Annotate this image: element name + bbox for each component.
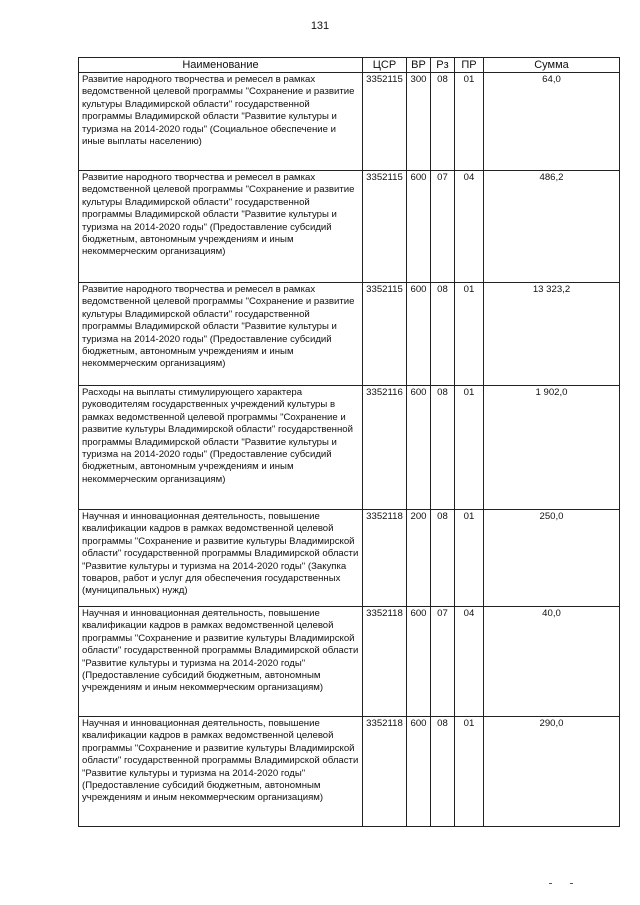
row-sum: 290,0 xyxy=(484,717,620,827)
row-rz: 08 xyxy=(431,717,455,827)
budget-table xyxy=(78,57,620,827)
row-sum: 40,0 xyxy=(484,607,620,717)
row-name: Научная и инновационная деятельность, повышение квалификации кадров в рамках ведомственной целевой программы "Сохранение и развитие культуры Владимирской области" государственной программы Владимирской области "Развитие культуры и туризма на 2014-2020 годы" (Предоставление субсидий бюджетным, автономным учреждениям и иным некоммерческим организациям) xyxy=(79,607,363,717)
scan-speck xyxy=(549,883,552,884)
row-name: Развитие народного творчества и ремесел в рамках ведомственной целевой программы "Сохранение и развитие культуры Владимирской области" государственной программы Владимирской области "Развитие культуры и туризма на 2014-2020 годы" (Предоставление субсидий бюджетным, автономным учреждениям и иным некоммерческим организациям) xyxy=(79,171,363,283)
row-name: Научная и инновационная деятельность, повышение квалификации кадров в рамках ведомственной целевой программы "Сохранение и развитие культуры Владимирской области" государственной программы Владимирской области "Развитие культуры и туризма на 2014-2020 годы" (Закупка товаров, работ и услуг для обеспечения государственных (муниципальных) нужд) xyxy=(79,510,363,607)
header-name: Наименование xyxy=(79,58,363,73)
header-vr: ВР xyxy=(407,58,431,73)
table-row xyxy=(79,510,620,607)
row-pr: 01 xyxy=(455,717,484,827)
row-pr: 04 xyxy=(455,171,484,283)
row-sum: 64,0 xyxy=(484,73,620,171)
row-csr: 3352115 xyxy=(363,73,407,171)
table-row xyxy=(79,73,620,171)
scan-speck xyxy=(570,883,573,884)
header-rz: Рз xyxy=(431,58,455,73)
row-vr: 600 xyxy=(407,386,431,510)
row-sum: 250,0 xyxy=(484,510,620,607)
row-name: Научная и инновационная деятельность, повышение квалификации кадров в рамках ведомственной целевой программы "Сохранение и развитие культуры Владимирской области" государственной программы Владимирской области "Развитие культуры и туризма на 2014-2020 годы" (Предоставление субсидий бюджетным, автономным учреждениям и иным некоммерческим организациям) xyxy=(79,717,363,827)
row-rz: 07 xyxy=(431,171,455,283)
row-name: Развитие народного творчества и ремесел в рамках ведомственной целевой программы "Сохранение и развитие культуры Владимирской области" государственной программы Владимирской области "Развитие культуры и туризма на 2014-2020 годы" (Предоставление субсидий бюджетным, автономным учреждениям и иным некоммерческим организациям) xyxy=(79,283,363,386)
page-number: 131 xyxy=(310,20,330,32)
row-pr: 01 xyxy=(455,283,484,386)
row-rz: 08 xyxy=(431,73,455,171)
row-vr: 600 xyxy=(407,171,431,283)
row-vr: 600 xyxy=(407,717,431,827)
row-pr: 01 xyxy=(455,510,484,607)
row-name: Расходы на выплаты стимулирующего характера руководителям государственных учреждений культуры в рамках ведомственной целевой программы "Сохранение и развитие культуры Владимирской области" государственной программы Владимирской области "Развитие культуры и туризма на 2014-2020 годы" (Предоставление субсидий бюджетным, автономным учреждениям и иным некоммерческим организациям) xyxy=(79,386,363,510)
header-sum: Сумма xyxy=(484,58,620,73)
row-csr: 3352118 xyxy=(363,717,407,827)
row-rz: 08 xyxy=(431,283,455,386)
row-csr: 3352115 xyxy=(363,171,407,283)
row-csr: 3352115 xyxy=(363,283,407,386)
header-csr: ЦСР xyxy=(363,58,407,73)
table-row xyxy=(79,386,620,510)
table-row xyxy=(79,283,620,386)
table-row xyxy=(79,717,620,827)
row-vr: 600 xyxy=(407,607,431,717)
row-csr: 3352116 xyxy=(363,386,407,510)
header-pr: ПР xyxy=(455,58,484,73)
row-pr: 01 xyxy=(455,73,484,171)
row-vr: 600 xyxy=(407,283,431,386)
row-pr: 04 xyxy=(455,607,484,717)
row-csr: 3352118 xyxy=(363,510,407,607)
table-header-row xyxy=(79,58,620,73)
row-vr: 300 xyxy=(407,73,431,171)
row-sum: 1 902,0 xyxy=(484,386,620,510)
table-row xyxy=(79,607,620,717)
row-name: Развитие народного творчества и ремесел в рамках ведомственной целевой программы "Сохранение и развитие культуры Владимирской области" государственной программы Владимирской области "Развитие культуры и туризма на 2014-2020 годы" (Социальное обеспечение и иные выплаты населению) xyxy=(79,73,363,171)
row-pr: 01 xyxy=(455,386,484,510)
row-rz: 07 xyxy=(431,607,455,717)
row-rz: 08 xyxy=(431,510,455,607)
row-csr: 3352118 xyxy=(363,607,407,717)
row-sum: 13 323,2 xyxy=(484,283,620,386)
row-rz: 08 xyxy=(431,386,455,510)
row-sum: 486,2 xyxy=(484,171,620,283)
table-row xyxy=(79,171,620,283)
row-vr: 200 xyxy=(407,510,431,607)
